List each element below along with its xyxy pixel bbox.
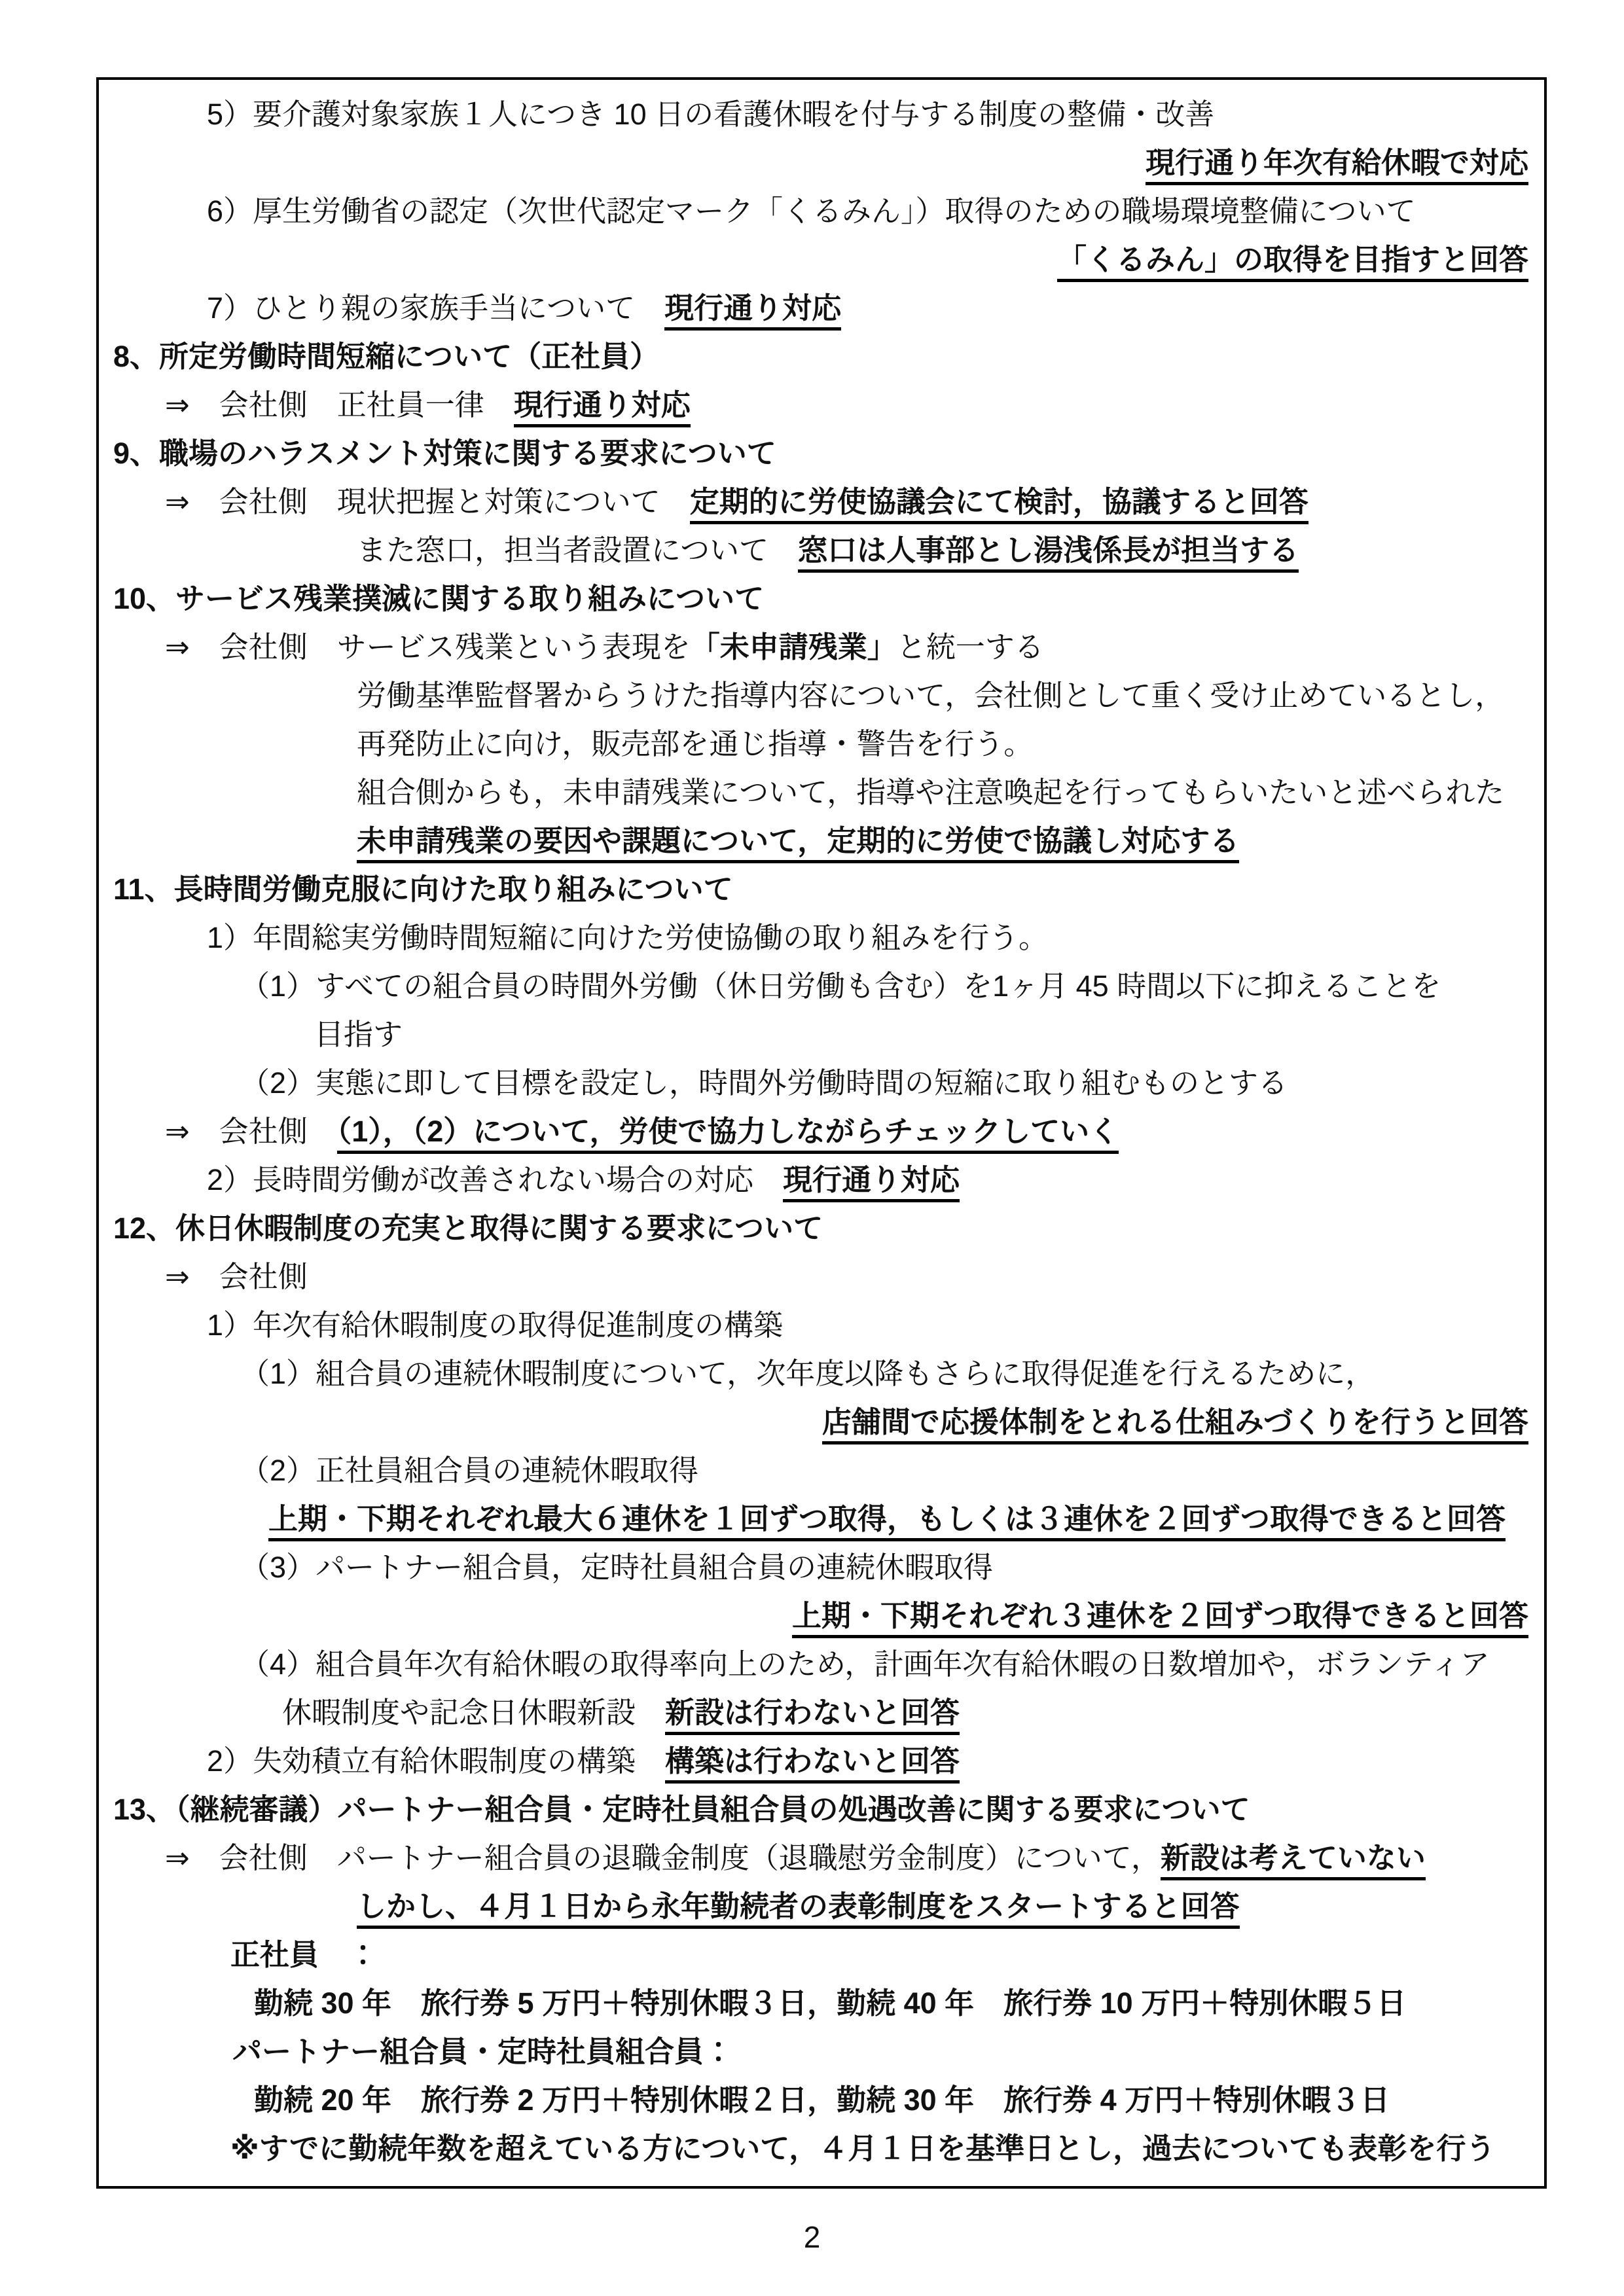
answer-text: 「くるみん」の取得を目指すと回答: [1057, 243, 1528, 282]
document-line: [99, 623, 1544, 672]
text-segment: 10、サービス残業撲滅に関する取り組みについて: [113, 582, 765, 615]
text-segment: 2）長時間労働が改善されない場合の対応: [207, 1163, 784, 1196]
document-line: [99, 1398, 1544, 1446]
document-line: [99, 526, 1544, 575]
document-line: [99, 1785, 1544, 1834]
document-line: [99, 1543, 1544, 1592]
document-line: [99, 381, 1544, 429]
document-line: [99, 1350, 1544, 1398]
document-line: [99, 865, 1544, 914]
document-line: [99, 2028, 1544, 2076]
answer-text: 現行通り対応: [514, 388, 691, 427]
document-line: [99, 139, 1544, 187]
text-segment: （3）パートナー組合員，定時社員組合員の連続休暇取得: [240, 1551, 994, 1584]
answer-text: 新設は行わないと回答: [665, 1696, 960, 1735]
document-line: [99, 720, 1544, 768]
text-segment: 11、長時間労働克服に向けた取り組みについて: [113, 872, 733, 906]
text-segment: 1）年間総実労働時間短縮に向けた労使協働の取り組みを行う。: [207, 921, 1049, 954]
text-segment: （2）正社員組合員の連続休暇取得: [240, 1454, 699, 1487]
content-border-box: [96, 77, 1547, 2189]
text-segment: 労働基準監督署からうけた指導内容について，会社側として重く受け止めているとし，: [357, 679, 1505, 712]
document-line: [99, 2125, 1544, 2173]
text-segment: 8、所定労働時間短縮について（正社員）: [113, 340, 660, 373]
text-segment: ⇒ 会社側 パートナー組合員の退職金制度（退職慰労金制度）について，: [165, 1841, 1161, 1874]
document-line: [99, 1640, 1544, 1689]
text-segment: 目指す: [314, 1018, 403, 1051]
document-line: [99, 187, 1544, 236]
text-segment: 9、職場のハラスメント対策に関する要求について: [113, 437, 776, 470]
answer-text: 未申請残業の要因や課題について，定期的に労使で協議し対応する: [357, 824, 1239, 863]
document-line: [99, 90, 1544, 139]
document-line: [99, 1834, 1544, 1882]
text-segment: 正社員 ：: [230, 1938, 378, 1971]
text-segment: 「未申請残業」: [690, 630, 897, 664]
document-line: [99, 1931, 1544, 1979]
answer-text: 現行通り対応: [664, 291, 841, 331]
document-line: [99, 236, 1544, 284]
text-segment: ⇒ 会社側 正社員一律: [165, 388, 514, 422]
text-segment: 再発防止に向け，販売部を通じ指導・警告を行う。: [357, 727, 1034, 761]
text-segment: （2）実態に即して目標を設定し，時間外労働時間の短縮に取り組むものとする: [240, 1066, 1288, 1100]
page-number: 2: [803, 2220, 821, 2254]
text-segment: 7）ひとり親の家族手当について: [207, 291, 665, 325]
answer-text: 構築は行わないと回答: [665, 1744, 960, 1784]
document-line: [99, 1592, 1544, 1640]
document-line: [99, 478, 1544, 526]
text-segment: （4）組合員年次有給休暇の取得率向上のため，計画年次有給休暇の日数増加や，ボランティア: [240, 1647, 1490, 1681]
answer-text: 窓口は人事部とし湯浅係長が担当する: [798, 533, 1299, 573]
text-segment: パートナー組合員・定時社員組合員：: [232, 2035, 734, 2068]
document-line: [99, 1156, 1544, 1204]
document-line: [99, 672, 1544, 720]
document-line: [99, 1979, 1544, 2028]
answer-text: 上期・下期それぞれ最大６連休を１回ずつ取得，もしくは３連休を２回ずつ取得できると回答: [268, 1502, 1506, 1541]
text-segment: 12、休日休暇制度の充実と取得に関する要求について: [113, 1211, 823, 1245]
document-line: [99, 429, 1544, 478]
document-line: [99, 1737, 1544, 1785]
document-line: [99, 1253, 1544, 1301]
answer-text: 上期・下期それぞれ３連休を２回ずつ取得できると回答: [792, 1599, 1528, 1638]
answer-text: 店舗間で応援体制をとれる仕組みづくりを行うと回答: [822, 1405, 1528, 1444]
text-segment: 休暇制度や記念日休暇新設: [282, 1696, 666, 1729]
answer-text: 現行通り対応: [783, 1163, 960, 1202]
text-segment: ※すでに勤続年数を超えている方について，４月１日を基準日とし，過去についても表彰を行う: [230, 2132, 1496, 2165]
answer-text: 現行通り年次有給休暇で対応: [1146, 146, 1528, 185]
answer-text: しかし、４月１日から永年勤続者の表彰制度をスタートすると回答: [357, 1890, 1240, 1929]
answer-text: （1），（2）について，労使で協力しながらチェックしていく: [337, 1115, 1119, 1154]
text-segment: 2）失効積立有給休暇制度の構築: [207, 1744, 666, 1778]
document-line: [99, 1011, 1544, 1059]
document-line: [99, 1059, 1544, 1107]
document-line: [99, 1107, 1544, 1156]
document-line: [99, 914, 1544, 962]
answer-text: 新設は考えていない: [1161, 1841, 1426, 1880]
text-segment: ⇒ 会社側 サービス残業という表現を: [165, 630, 691, 664]
document-line: [99, 1446, 1544, 1495]
text-segment: また窓口，担当者設置について: [357, 533, 799, 567]
text-segment: ⇒ 会社側: [165, 1260, 308, 1293]
document-line: [99, 962, 1544, 1011]
document-line: [99, 817, 1544, 865]
document-line: [99, 2076, 1544, 2125]
document-line: [99, 1689, 1544, 1737]
document-line: [99, 1495, 1544, 1543]
text-segment: ⇒ 会社側: [165, 1115, 337, 1148]
text-segment: 6）厚生労働省の認定（次世代認定マーク「くるみん」）取得のための職場環境整備について: [207, 194, 1416, 228]
text-segment: 勤続 30 年 旅行券 5 万円＋特別休暇３日，勤続 40 年 旅行券 10 万円＋特別休暇５日: [254, 1986, 1407, 2020]
text-segment: 13、（継続審議）パートナー組合員・定時社員組合員の処遇改善に関する要求について: [113, 1793, 1250, 1826]
text-segment: （1）組合員の連続休暇制度について，次年度以降もさらに取得促進を行えるために，: [240, 1357, 1375, 1390]
text-segment: 組合側からも，未申請残業について，指導や注意喚起を行ってもらいたいと述べられた: [357, 776, 1505, 809]
text-segment: （1）すべての組合員の時間外労働（休日労働も含む）を1ヶ月 45 時間以下に抑えることを: [240, 969, 1441, 1003]
text-segment: 5）要介護対象家族１人につき 10 日の看護休暇を付与する制度の整備・改善: [207, 98, 1215, 131]
document-line: [99, 1204, 1544, 1253]
document-line: [99, 284, 1544, 332]
answer-text: 定期的に労使協議会にて検討，協議すると回答: [690, 485, 1308, 524]
document-line: [99, 1882, 1544, 1931]
document-line: [99, 575, 1544, 623]
text-segment: 1）年次有給休暇制度の取得促進制度の構築: [207, 1308, 784, 1342]
document-line: [99, 332, 1544, 381]
document-line: [99, 768, 1544, 817]
document-line: [99, 1301, 1544, 1350]
text-segment: ⇒ 会社側 現状把握と対策について: [165, 485, 690, 518]
document-body: [99, 90, 1544, 2173]
text-segment: 勤続 20 年 旅行券 2 万円＋特別休暇２日，勤続 30 年 旅行券 4 万円＋特別休暇３日: [254, 2083, 1390, 2117]
text-segment: と統一する: [896, 630, 1044, 664]
